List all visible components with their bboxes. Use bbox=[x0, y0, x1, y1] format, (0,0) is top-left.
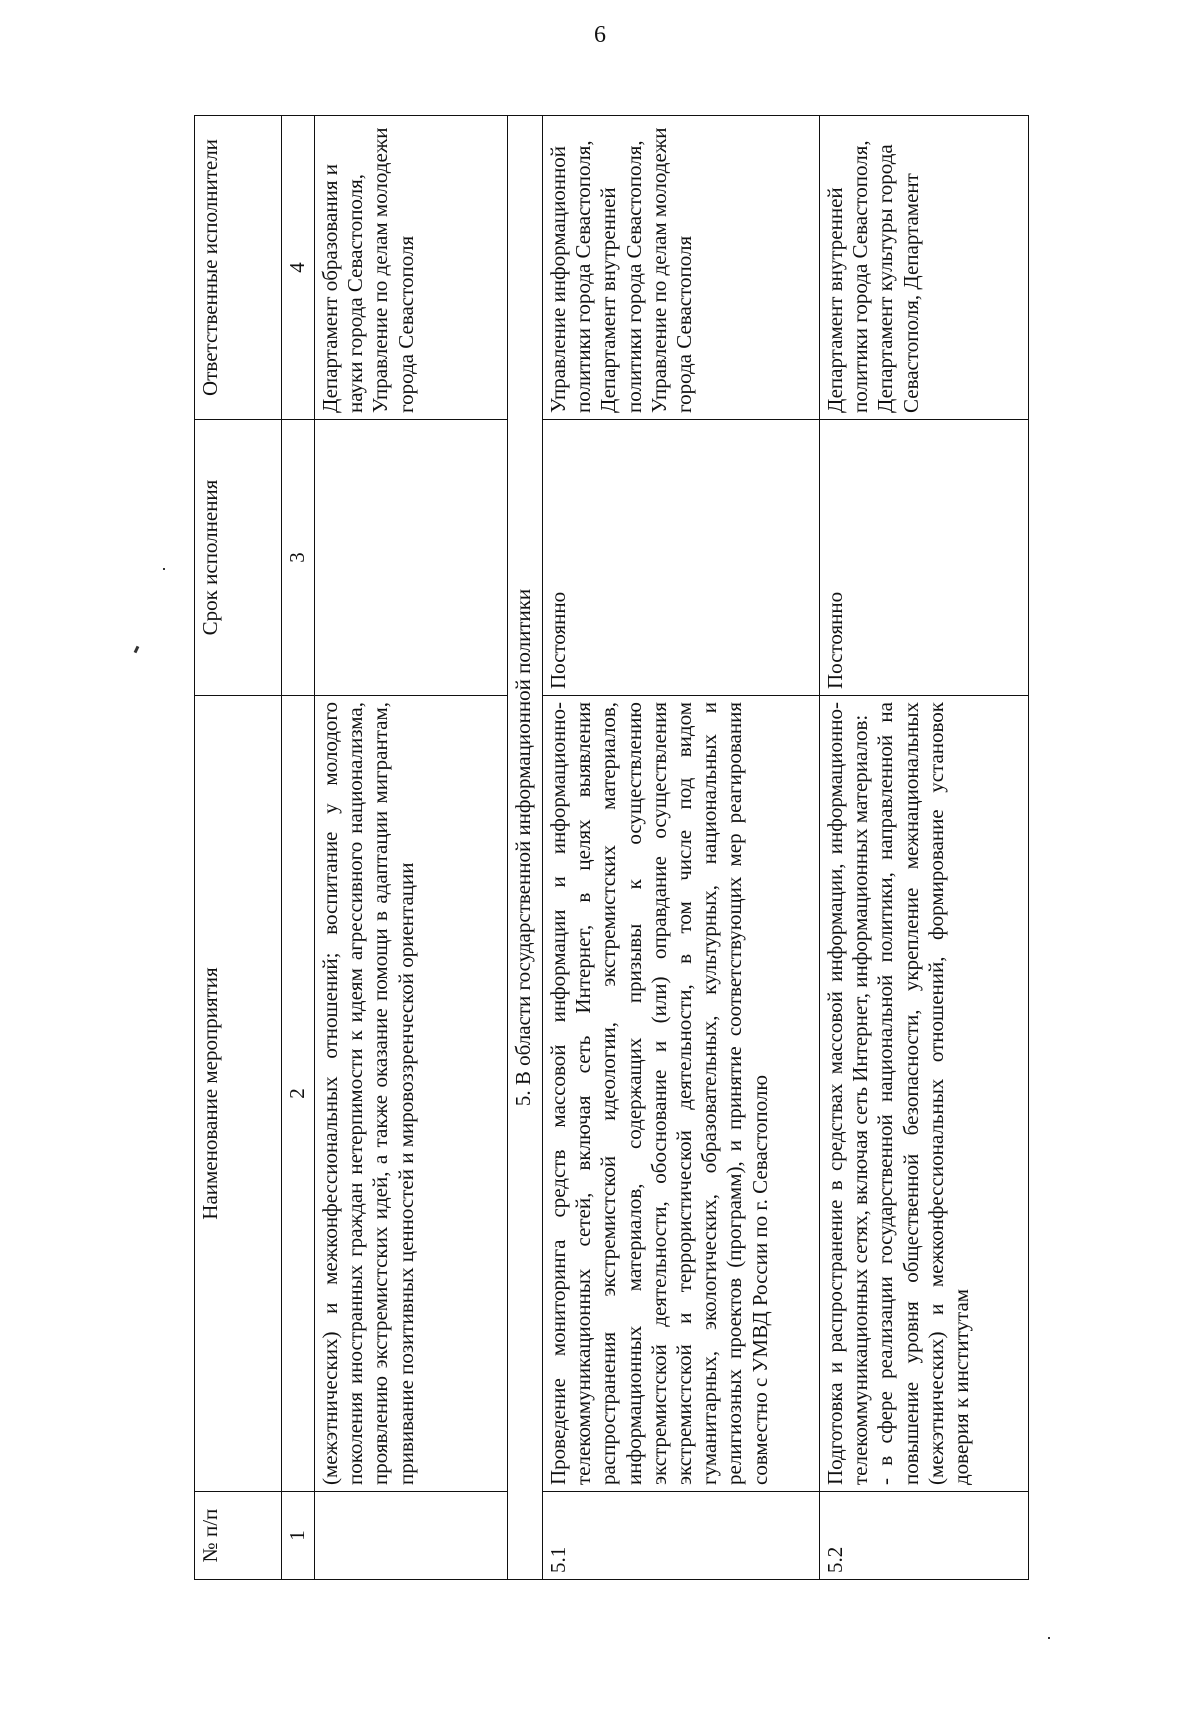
scan-speck bbox=[134, 646, 140, 654]
header-deadline: Срок исполнения bbox=[195, 420, 282, 696]
activity-name: Проведение мониторинга средств массовой информации и информационно-телекоммуникационных сетей, включая сеть Интернет, в целях выявления распространения экстремистской идеологии, экстремистских материалов, информационных материалов, содержащих призывы к осуществлению экстремистской деятельности, обоснование и (или) оправдание осуществления экстремистской и террористической деятельности, в том числе под видом гуманитарных, экологических, образовательных, культурных, национальных и религиозных проектов (программ), и принятие соответствующих мер реагирования совместно с УМВД России по г. Севастополю bbox=[543, 696, 820, 1492]
deadline: Постоянно bbox=[543, 420, 820, 696]
column-number-row bbox=[282, 116, 315, 1580]
column-number: 3 bbox=[282, 420, 315, 696]
column-number: 1 bbox=[282, 1492, 315, 1580]
table-header-row bbox=[195, 116, 282, 1580]
scan-speck bbox=[163, 568, 165, 570]
section-title: 5. В области государственной информационной политики bbox=[508, 116, 543, 1580]
deadline bbox=[315, 420, 508, 696]
activity-intro: Подготовка и распространение в средствах массовой информации, информационно-телекоммуникационных сетях, включая сеть Интернет, информационных материалов: bbox=[823, 702, 873, 1485]
rotated-table-container bbox=[194, 116, 1152, 1580]
header-executors: Ответственные исполнители bbox=[195, 116, 282, 420]
column-number: 4 bbox=[282, 116, 315, 420]
scan-speck bbox=[1048, 1637, 1050, 1639]
activity-name: (межэтнических) и межконфессиональных отношений; воспитание у молодого поколения иностранных граждан нетерпимости к идеям агрессивного национализма, проявлению экстремистских идей, а также оказание помощи в адаптации мигрантам, прививание позитивных ценностей и мировоззренческой ориентации bbox=[315, 696, 508, 1492]
section-row bbox=[508, 116, 543, 1580]
table-row bbox=[820, 116, 1029, 1580]
action-plan-table bbox=[194, 115, 1029, 1580]
table-row bbox=[543, 116, 820, 1580]
activity-name-cell bbox=[820, 696, 1029, 1492]
header-number: № п/п bbox=[195, 1492, 282, 1580]
deadline: Постоянно bbox=[820, 420, 1029, 696]
table-row bbox=[315, 116, 508, 1580]
executors: Департамент образования и науки города Севастополя, Управление по делам молодежи города Севастополя bbox=[315, 116, 508, 420]
executors: Департамент внутренней политики города Севастополя, Департамент культуры города Севастополя, Департамент bbox=[820, 116, 1029, 420]
header-activity-name: Наименование мероприятия bbox=[195, 696, 282, 1492]
row-number: 5.1 bbox=[543, 1492, 820, 1580]
page-number: 6 bbox=[594, 22, 606, 48]
activity-list-item: - в сфере реализации государственной национальной политики, направленной на повышение уровня общественной безопасности, укрепление межнациональных (межэтнических) и межконфессиональных отношений, формирование установок доверия к институтам bbox=[873, 702, 973, 1485]
row-number bbox=[315, 1492, 508, 1580]
row-number: 5.2 bbox=[820, 1492, 1029, 1580]
column-number: 2 bbox=[282, 696, 315, 1492]
executors: Управление информационной политики города Севастополя, Департамент внутренней политики города Севастополя, Управление по делам молодежи города Севастополя bbox=[543, 116, 820, 420]
